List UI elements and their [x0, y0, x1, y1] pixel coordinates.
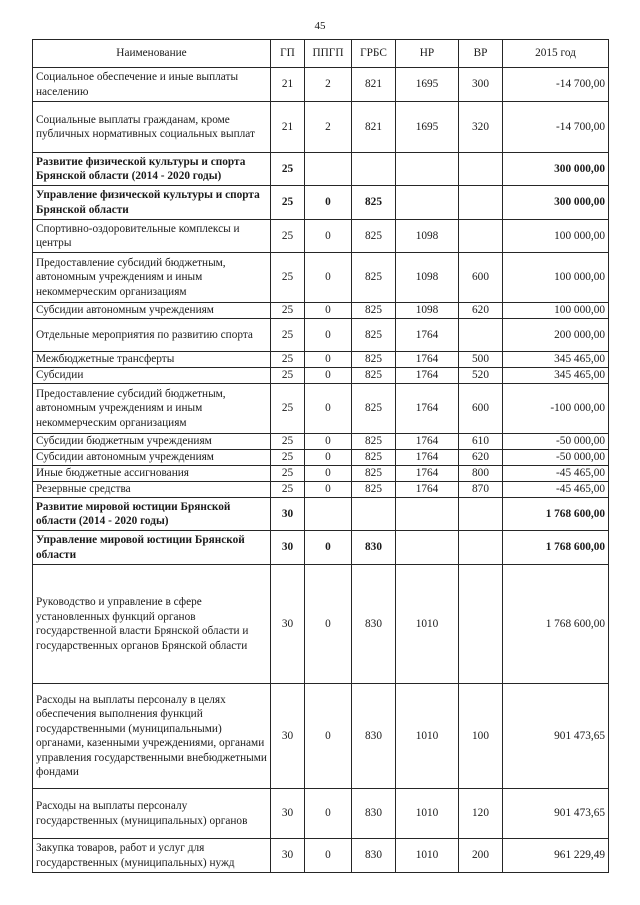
cell-nr: 1010 [396, 565, 459, 684]
cell-gp: 30 [271, 565, 305, 684]
cell-name: Развитие мировой юстиции Брянской области (2014 - 2020 годы) [33, 498, 271, 531]
cell-grbs: 821 [352, 68, 396, 102]
cell-sum: 961 229,49 [503, 839, 609, 873]
cell-gp: 21 [271, 68, 305, 102]
table-row [33, 482, 609, 498]
cell-vr: 300 [459, 68, 503, 102]
cell-grbs: 825 [352, 384, 396, 434]
table-header-row [33, 40, 609, 68]
cell-sum: -14 700,00 [503, 102, 609, 153]
cell-ppgp: 0 [305, 839, 352, 873]
cell-nr: 1010 [396, 789, 459, 839]
cell-grbs: 830 [352, 839, 396, 873]
cell-nr: 1098 [396, 253, 459, 303]
table-row [33, 531, 609, 565]
cell-ppgp: 0 [305, 565, 352, 684]
cell-ppgp: 0 [305, 482, 352, 498]
cell-gp: 25 [271, 352, 305, 368]
cell-ppgp: 0 [305, 384, 352, 434]
cell-gp: 25 [271, 253, 305, 303]
cell-gp: 30 [271, 789, 305, 839]
cell-name: Субсидии автономным учреждениям [33, 450, 271, 466]
page-number: 45 [314, 20, 326, 32]
cell-gp: 25 [271, 450, 305, 466]
cell-vr [459, 531, 503, 565]
cell-gp: 25 [271, 368, 305, 384]
table-row [33, 253, 609, 303]
table-row [33, 384, 609, 434]
cell-name: Развитие физической культуры и спорта Брянской области (2014 - 2020 годы) [33, 153, 271, 186]
table-row [33, 684, 609, 789]
table-row [33, 839, 609, 873]
cell-nr: 1764 [396, 466, 459, 482]
header-nr: НР [396, 40, 459, 68]
cell-grbs: 825 [352, 319, 396, 352]
table-row [33, 466, 609, 482]
header-gp: ГП [271, 40, 305, 68]
header-year: 2015 год [503, 40, 609, 68]
cell-ppgp: 0 [305, 368, 352, 384]
cell-sum: 100 000,00 [503, 220, 609, 253]
cell-gp: 25 [271, 466, 305, 482]
cell-sum: 345 465,00 [503, 352, 609, 368]
cell-nr: 1764 [396, 434, 459, 450]
cell-grbs: 825 [352, 434, 396, 450]
cell-vr [459, 319, 503, 352]
cell-vr: 100 [459, 684, 503, 789]
cell-grbs: 825 [352, 466, 396, 482]
cell-grbs: 821 [352, 102, 396, 153]
cell-sum: 1 768 600,00 [503, 531, 609, 565]
cell-vr [459, 565, 503, 684]
cell-grbs: 830 [352, 565, 396, 684]
cell-name: Резервные средства [33, 482, 271, 498]
cell-vr: 500 [459, 352, 503, 368]
cell-vr: 320 [459, 102, 503, 153]
cell-sum: 300 000,00 [503, 186, 609, 220]
cell-name: Социальное обеспечение и иные выплаты населению [33, 68, 271, 102]
cell-name: Спортивно-оздоровительные комплексы и центры [33, 220, 271, 253]
cell-sum: 901 473,65 [503, 684, 609, 789]
cell-nr [396, 498, 459, 531]
cell-sum: 1 768 600,00 [503, 565, 609, 684]
cell-ppgp [305, 498, 352, 531]
cell-ppgp: 0 [305, 352, 352, 368]
cell-grbs: 830 [352, 684, 396, 789]
cell-grbs: 825 [352, 482, 396, 498]
cell-ppgp: 0 [305, 450, 352, 466]
cell-sum: 200 000,00 [503, 319, 609, 352]
table-row [33, 68, 609, 102]
cell-grbs: 830 [352, 789, 396, 839]
cell-sum: 1 768 600,00 [503, 498, 609, 531]
cell-gp: 25 [271, 319, 305, 352]
cell-name: Предоставление субсидий бюджетным, автономным учреждениям и иным некоммерческим организациям [33, 384, 271, 434]
cell-sum: 345 465,00 [503, 368, 609, 384]
cell-nr: 1010 [396, 684, 459, 789]
cell-grbs [352, 153, 396, 186]
cell-nr: 1764 [396, 319, 459, 352]
cell-gp: 25 [271, 384, 305, 434]
table-row [33, 319, 609, 352]
cell-vr: 200 [459, 839, 503, 873]
cell-sum: -50 000,00 [503, 434, 609, 450]
cell-ppgp [305, 153, 352, 186]
cell-nr: 1764 [396, 368, 459, 384]
cell-vr: 520 [459, 368, 503, 384]
table-row [33, 789, 609, 839]
table-row [33, 153, 609, 186]
cell-grbs: 830 [352, 531, 396, 565]
cell-sum: -100 000,00 [503, 384, 609, 434]
cell-name: Субсидии бюджетным учреждениям [33, 434, 271, 450]
cell-nr: 1764 [396, 352, 459, 368]
budget-table [32, 39, 609, 873]
table-row [33, 102, 609, 153]
cell-ppgp: 0 [305, 186, 352, 220]
header-vr: ВР [459, 40, 503, 68]
cell-name: Управление физической культуры и спорта Брянской области [33, 186, 271, 220]
cell-grbs: 825 [352, 303, 396, 319]
cell-name: Межбюджетные трансферты [33, 352, 271, 368]
header-ppgp: ППГП [305, 40, 352, 68]
cell-sum: -50 000,00 [503, 450, 609, 466]
cell-sum: 901 473,65 [503, 789, 609, 839]
cell-vr [459, 498, 503, 531]
cell-ppgp: 0 [305, 789, 352, 839]
cell-gp: 30 [271, 839, 305, 873]
cell-ppgp: 0 [305, 684, 352, 789]
cell-nr: 1098 [396, 220, 459, 253]
cell-sum: -14 700,00 [503, 68, 609, 102]
cell-sum: -45 465,00 [503, 482, 609, 498]
cell-name: Руководство и управление в сфере установленных функций органов государственной власти Брянской области и государственных органов Брянской области [33, 565, 271, 684]
cell-name: Отдельные мероприятия по развитию спорта [33, 319, 271, 352]
cell-grbs: 825 [352, 368, 396, 384]
cell-ppgp: 0 [305, 531, 352, 565]
table-row [33, 498, 609, 531]
cell-gp: 30 [271, 684, 305, 789]
cell-vr: 610 [459, 434, 503, 450]
cell-sum: 100 000,00 [503, 253, 609, 303]
cell-gp: 21 [271, 102, 305, 153]
cell-vr: 600 [459, 253, 503, 303]
table-row [33, 565, 609, 684]
cell-nr [396, 531, 459, 565]
cell-grbs: 825 [352, 352, 396, 368]
table-row [33, 352, 609, 368]
header-grbs: ГРБС [352, 40, 396, 68]
cell-gp: 30 [271, 531, 305, 565]
cell-sum: 100 000,00 [503, 303, 609, 319]
cell-vr: 620 [459, 450, 503, 466]
cell-name: Закупка товаров, работ и услуг для государственных (муниципальных) нужд [33, 839, 271, 873]
cell-vr: 120 [459, 789, 503, 839]
cell-ppgp: 2 [305, 102, 352, 153]
cell-name: Управление мировой юстиции Брянской области [33, 531, 271, 565]
cell-nr: 1764 [396, 450, 459, 466]
cell-ppgp: 0 [305, 253, 352, 303]
header-name: Наименование [33, 40, 271, 68]
cell-vr [459, 220, 503, 253]
cell-gp: 25 [271, 303, 305, 319]
cell-nr: 1010 [396, 839, 459, 873]
cell-nr: 1695 [396, 102, 459, 153]
cell-name: Социальные выплаты гражданам, кроме публичных нормативных социальных выплат [33, 102, 271, 153]
cell-gp: 25 [271, 186, 305, 220]
cell-ppgp: 0 [305, 434, 352, 450]
cell-gp: 25 [271, 153, 305, 186]
cell-nr: 1764 [396, 384, 459, 434]
cell-vr [459, 153, 503, 186]
cell-grbs: 825 [352, 253, 396, 303]
cell-ppgp: 2 [305, 68, 352, 102]
cell-ppgp: 0 [305, 303, 352, 319]
cell-grbs: 825 [352, 220, 396, 253]
cell-nr: 1098 [396, 303, 459, 319]
cell-ppgp: 0 [305, 220, 352, 253]
cell-nr: 1695 [396, 68, 459, 102]
cell-gp: 25 [271, 220, 305, 253]
cell-sum: -45 465,00 [503, 466, 609, 482]
cell-vr: 870 [459, 482, 503, 498]
table-row [33, 220, 609, 253]
cell-nr [396, 153, 459, 186]
cell-vr: 800 [459, 466, 503, 482]
cell-nr [396, 186, 459, 220]
cell-name: Расходы на выплаты персоналу в целях обеспечения выполнения функций государственными (муниципальными) органами, казенными учреждениями, органами управления государственными внебюджетными фондами [33, 684, 271, 789]
cell-gp: 25 [271, 434, 305, 450]
cell-nr: 1764 [396, 482, 459, 498]
cell-grbs: 825 [352, 186, 396, 220]
table-row [33, 303, 609, 319]
cell-ppgp: 0 [305, 466, 352, 482]
cell-vr: 600 [459, 384, 503, 434]
cell-grbs: 825 [352, 450, 396, 466]
cell-name: Расходы на выплаты персоналу государственных (муниципальных) органов [33, 789, 271, 839]
cell-vr: 620 [459, 303, 503, 319]
cell-grbs [352, 498, 396, 531]
cell-name: Субсидии автономным учреждениям [33, 303, 271, 319]
table-row [33, 368, 609, 384]
cell-sum: 300 000,00 [503, 153, 609, 186]
cell-gp: 30 [271, 498, 305, 531]
cell-ppgp: 0 [305, 319, 352, 352]
table-row [33, 450, 609, 466]
table-row [33, 434, 609, 450]
cell-gp: 25 [271, 482, 305, 498]
cell-name: Предоставление субсидий бюджетным, автономным учреждениям и иным некоммерческим организациям [33, 253, 271, 303]
cell-name: Иные бюджетные ассигнования [33, 466, 271, 482]
table-row [33, 186, 609, 220]
cell-name: Субсидии [33, 368, 271, 384]
cell-vr [459, 186, 503, 220]
